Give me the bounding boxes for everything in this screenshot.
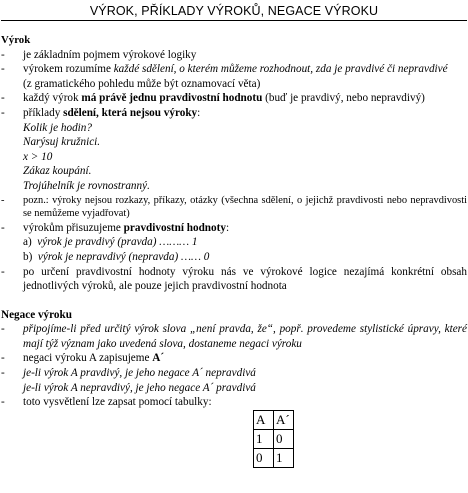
section-heading-negace: Negace výroku: [1, 308, 72, 321]
item-bold-text: má právě jednu pravdivostní hodnotu: [81, 92, 263, 105]
item-text: výrokům přisuzujeme: [23, 221, 124, 234]
dash-bullet: -: [1, 396, 5, 409]
example-line: Zákaz koupání.: [23, 165, 92, 178]
item-text: výrokem rozumíme: [23, 63, 114, 76]
dash-bullet: -: [1, 63, 5, 76]
example-line: x > 10: [23, 150, 53, 163]
table-cell: 0: [274, 430, 294, 449]
list-item: [1, 322, 467, 351]
table-cell: 1: [254, 430, 274, 449]
item-text-post: (buď je pravdivý, nebo nepravdivý): [262, 92, 425, 105]
list-item: [1, 91, 467, 106]
list-item: [1, 265, 467, 294]
sub-item-a: [1, 235, 467, 250]
truth-table-wrapper: [253, 410, 294, 468]
list-item: [1, 351, 467, 366]
list-item: [1, 395, 467, 410]
example-line: Narýsuj kružnici.: [23, 136, 101, 149]
item-text-post: :: [197, 106, 201, 119]
item-text-post: :: [225, 221, 230, 234]
item-text: každý výrok: [23, 92, 82, 105]
list-item: [1, 106, 467, 121]
table-header-row: [254, 411, 294, 430]
table-row: [254, 449, 294, 468]
item-text: je-li výrok A nepravdivý, je jeho negace A´ pravdivá: [23, 381, 256, 394]
dash-bullet: -: [1, 221, 5, 234]
dash-bullet: -: [1, 367, 5, 380]
item-text: toto vysvětlení lze zapsat pomocí tabulky:: [23, 396, 212, 409]
sub-item-b: [1, 250, 467, 265]
item-text: pozn.: výroky nejsou rozkazy, příkazy, otázky (všechna sdělení, o jejichž pravdivosti nebo nepravdivosti se nemůžeme vyjadřovat): [23, 194, 467, 220]
sub-item-text: výrok je nepravdivý (nepravda) …… 0: [37, 250, 210, 263]
list-item: [1, 366, 467, 395]
truth-table: [253, 410, 294, 468]
page-title: VÝROK, PŘÍKLADY VÝROKŮ, NEGACE VÝROKU: [89, 4, 379, 18]
item-bold-text: sdělení, která nejsou výroky: [63, 106, 198, 119]
list-item: [1, 221, 467, 236]
title-rule: [1, 20, 467, 21]
table-header-cell: A´: [274, 411, 294, 430]
list-item-note: [1, 194, 467, 221]
item-note: (z gramatického pohledu může být oznamovací věta): [23, 77, 261, 90]
item-text: je základním pojmem výrokové logiky: [23, 48, 197, 61]
section-heading-vyrok: Výrok: [1, 34, 31, 46]
item-bold-text: pravdivostní hodnoty: [123, 221, 226, 234]
item-text: negaci výroku A zapisujeme: [23, 352, 153, 365]
table-cell: 0: [254, 449, 274, 468]
table-cell: 1: [274, 449, 294, 468]
item-italic-text: každé sdělení, o kterém můžeme rozhodnout, zda je pravdivé či nepravdivé: [113, 63, 448, 76]
example-line: Trojúhelník je rovnostranný.: [23, 179, 150, 192]
dash-bullet: -: [1, 106, 5, 119]
dash-bullet: -: [1, 265, 5, 278]
dash-bullet: -: [1, 352, 5, 365]
example-line: Kolik je hodin?: [23, 121, 92, 134]
table-row: [254, 430, 294, 449]
dash-bullet: -: [1, 92, 5, 105]
sub-item-label: b): [23, 250, 33, 263]
item-text: připojíme-li před určitý výrok slova „není pravda, že“, popř. provedeme stylistické úpravy, které mají týž význam jako uvedená slova, dostaneme negaci výroku: [23, 323, 467, 350]
document-page: [1, 0, 467, 493]
list-item: [1, 48, 467, 63]
item-bold-text: A´: [152, 352, 165, 365]
item-text: příklady: [23, 106, 64, 119]
table-header-cell: A: [254, 411, 274, 430]
dash-bullet: -: [1, 194, 5, 206]
dash-bullet: -: [1, 323, 5, 336]
item-text: po určení pravdivostní hodnoty výroku nás ve výrokové logice nezajímá konkrétní obsah jednotlivých výroků, ale pouze jejich pravdivostní hodnota: [23, 265, 467, 293]
item-text: je-li výrok A pravdivý, je jeho negace A´ nepravdivá: [23, 367, 256, 380]
sub-item-label: a): [23, 236, 32, 249]
list-item: [1, 62, 467, 91]
sub-item-text: výrok je pravdivý (pravda) ……… 1: [37, 236, 198, 249]
dash-bullet: -: [1, 48, 5, 61]
